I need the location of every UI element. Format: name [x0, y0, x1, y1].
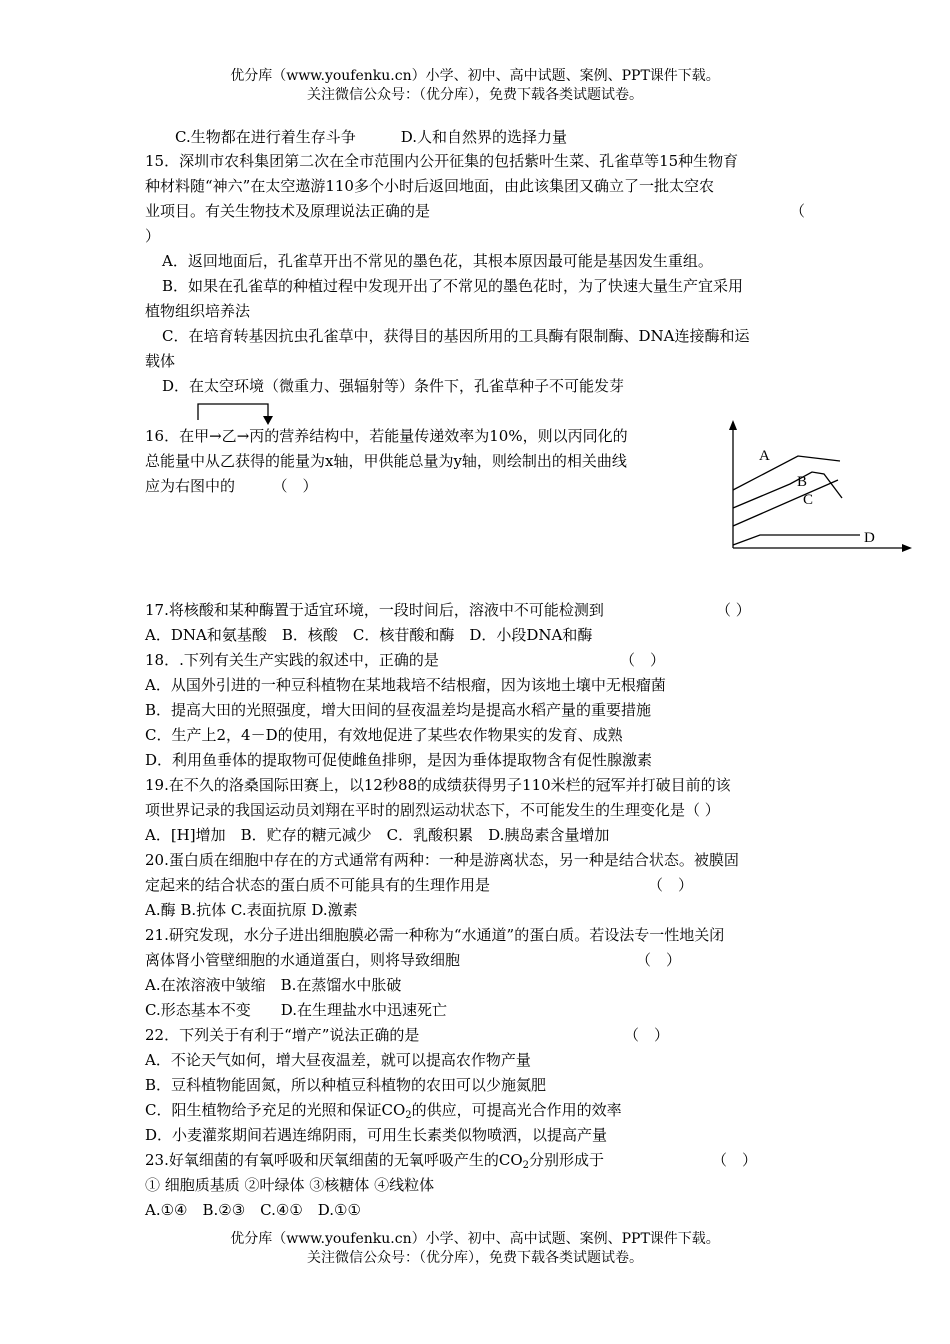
q18-option-a: A．从国外引进的一种豆科植物在某地栽培不结根瘤，因为该地土壤中无根瘤菌 — [145, 676, 666, 694]
footer-line-2: 关注微信公众号：（优分库），免费下载各类试题试卷。 — [307, 1250, 643, 1266]
q22-option-c — [145, 1100, 622, 1120]
curve-c — [733, 480, 838, 526]
q16-suffix: 丙的营养结构中，若能量传递效率为10%，则以丙同化的 — [249, 427, 628, 445]
footer-line-1: 优分库（www.youfenku.cn）小学、初中、高中试题、案例、PPT课件下载。 — [230, 1231, 720, 1247]
q21-line-1: 21.研究发现，水分子进出细胞膜必需一种称为“水通道”的蛋白质。若设法专一性地关闭 — [145, 926, 725, 944]
q23-items: ① 细胞质基质 ②叶绿体 ③核糖体 ④线粒体 — [145, 1176, 435, 1194]
q15-paren-open: （ — [789, 202, 805, 220]
q20-line-1: 20.蛋白质在细胞中存在的方式通常有两种：一种是游离状态，另一种是结合状态。被膜固 — [145, 851, 739, 869]
q15-option-b-line-1: B．如果在孔雀草的种植过程中发现开出了不常见的墨色花时，为了快速大量生产宜采用 — [162, 277, 744, 295]
q16-line-2: 总能量中从乙获得的能量为x轴，甲供能总量为y轴，则绘制出的相关曲线 — [145, 452, 627, 470]
curve-d — [733, 535, 860, 545]
q16-arrow-2: → — [236, 427, 250, 445]
q22-option-b: B．豆科植物能固氮，所以种植豆科植物的农田可以少施氮肥 — [145, 1076, 547, 1094]
q15-option-a: A．返回地面后，孔雀草开出不常见的墨色花，其根本原因最可能是基因发生重组。 — [162, 252, 713, 270]
q19-options: A．[H]增加 B．贮存的糖元减少 C．乳酸积累 D.胰岛素含量增加 — [145, 826, 610, 844]
header-line-2: 关注微信公众号：（优分库），免费下载各类试题试卷。 — [307, 87, 643, 103]
q15-option-b-line-2: 植物组织培养法 — [145, 302, 251, 320]
q18-paren: （ ） — [620, 651, 666, 669]
q22-stem: 22．下列关于有利于“增产”说法正确的是 — [145, 1026, 420, 1044]
q19-line-2: 项世界记录的我国运动员刘翔在平时的剧烈运动状态下，不可能发生的生理变化是（ ） — [145, 801, 720, 819]
q19-line-1: 19.在不久的洛桑国际田赛上，以12秒88的成绩获得男子110米栏的冠军并打破目前的该 — [145, 776, 731, 794]
q21-options-cd: C.形态基本不变 D.在生理盐水中迅速死亡 — [145, 1001, 447, 1019]
q18-option-c: C．生产上2，4－D的使用，有效地促进了某些农作物果实的发育、成熟 — [145, 726, 623, 744]
q15-line-3 — [145, 201, 805, 221]
q15-line-1: 15．深圳市农科集团第二次在全市范围内公开征集的包括紫叶生菜、孔雀草等15种生物育 — [145, 152, 739, 170]
q23-paren: （ ） — [712, 1151, 758, 1169]
q23-stem — [145, 1150, 604, 1170]
q20-line-2: 定起来的结合状态的蛋白质不可能具有的生理作用是 — [145, 876, 491, 894]
curve-label-d: D — [864, 530, 875, 546]
y-axis-arrowhead — [729, 420, 737, 430]
q23-stem-sub: 2 — [522, 1160, 530, 1171]
q23-stem-post: 分别形成于 — [529, 1151, 605, 1169]
q16-graph — [720, 418, 920, 563]
q22-option-c-sub: 2 — [405, 1110, 412, 1121]
q21-line-2: 离体肾小管壁细胞的水通道蛋白，则将导致细胞 — [145, 951, 461, 969]
q18-option-b: B．提高大田的光照强度，增大田间的昼夜温差均是提高水稻产量的重要措施 — [145, 701, 652, 719]
q20-paren: （ ） — [648, 876, 694, 894]
q21-options-ab: A.在浓溶液中皱缩 B.在蒸馏水中胀破 — [145, 976, 402, 994]
header-line-1: 优分库（www.youfenku.cn）小学、初中、高中试题、案例、PPT课件下载。 — [230, 68, 720, 84]
q20-options: A.酶 B.抗体 C.表面抗原 D.激素 — [145, 901, 358, 919]
q15-line-2: 种材料随“神六”在太空遨游110多个小时后返回地面，由此该集团又确立了一批太空农 — [145, 177, 714, 195]
q16-prefix: 16．在甲 — [145, 427, 210, 445]
q22-option-c-pre: C．阳生植物给予充足的光照和保证CO — [145, 1101, 406, 1119]
q16-line-3: 应为右图中的 （ ） — [145, 477, 318, 495]
q15-paren-close: ） — [145, 227, 161, 245]
q17-options: A．DNA和氨基酸 B．核酸 C．核苷酸和酶 D．小段DNA和酶 — [145, 626, 593, 644]
q16-line-1 — [145, 426, 628, 446]
q17-paren: （ ） — [716, 601, 751, 619]
q22-option-a: A．不论天气如何，增大昼夜温差，就可以提高农作物产量 — [145, 1051, 531, 1069]
curve-label-a: A — [759, 448, 770, 464]
q15-option-d: D．在太空环境（微重力、强辐射等）条件下，孔雀草种子不可能发芽 — [162, 377, 625, 395]
q18-stem: 18．.下列有关生产实践的叙述中，正确的是 — [145, 651, 439, 669]
q16-arrow-1: → — [209, 427, 222, 445]
q17-stem: 17.将核酸和某种酶置于适宜环境，一段时间后，溶液中不可能检测到 — [145, 601, 604, 619]
q21-paren: （ ） — [636, 951, 682, 969]
q14-options-cd: C.生物都在进行着生存斗争 D.人和自然界的选择力量 — [175, 128, 567, 146]
q23-stem-pre: 23.好氧细菌的有氧呼吸和厌氧细菌的无氧呼吸产生的CO — [145, 1151, 523, 1169]
q18-option-d: D．利用鱼垂体的提取物可促使雌鱼排卵，是因为垂体提取物含有促性腺激素 — [145, 751, 653, 769]
q15-option-c-line-2: 载体 — [145, 352, 176, 370]
x-axis-arrowhead — [902, 544, 912, 552]
q15-line-3-text: 业项目。有关生物技术及原理说法正确的是 — [145, 202, 431, 220]
curve-label-b: B — [797, 474, 808, 490]
q22-paren: （ ） — [624, 1026, 670, 1044]
q23-options: A.①④ B.②③ C.④① D.①① — [145, 1201, 361, 1219]
q15-option-c-line-1: C．在培育转基因抗虫孔雀草中，获得目的基因所用的工具酶有限制酶、DNA连接酶和运 — [162, 327, 750, 345]
q22-option-d: D．小麦灌浆期间若遇连绵阴雨，可用生长素类似物喷洒，以提高产量 — [145, 1126, 608, 1144]
curve-label-c: C — [803, 492, 814, 508]
q22-option-c-post: 的供应，可提高光合作用的效率 — [411, 1101, 622, 1119]
q16-bracket-arrow — [190, 398, 280, 428]
q16-yi: 乙 — [221, 427, 237, 445]
